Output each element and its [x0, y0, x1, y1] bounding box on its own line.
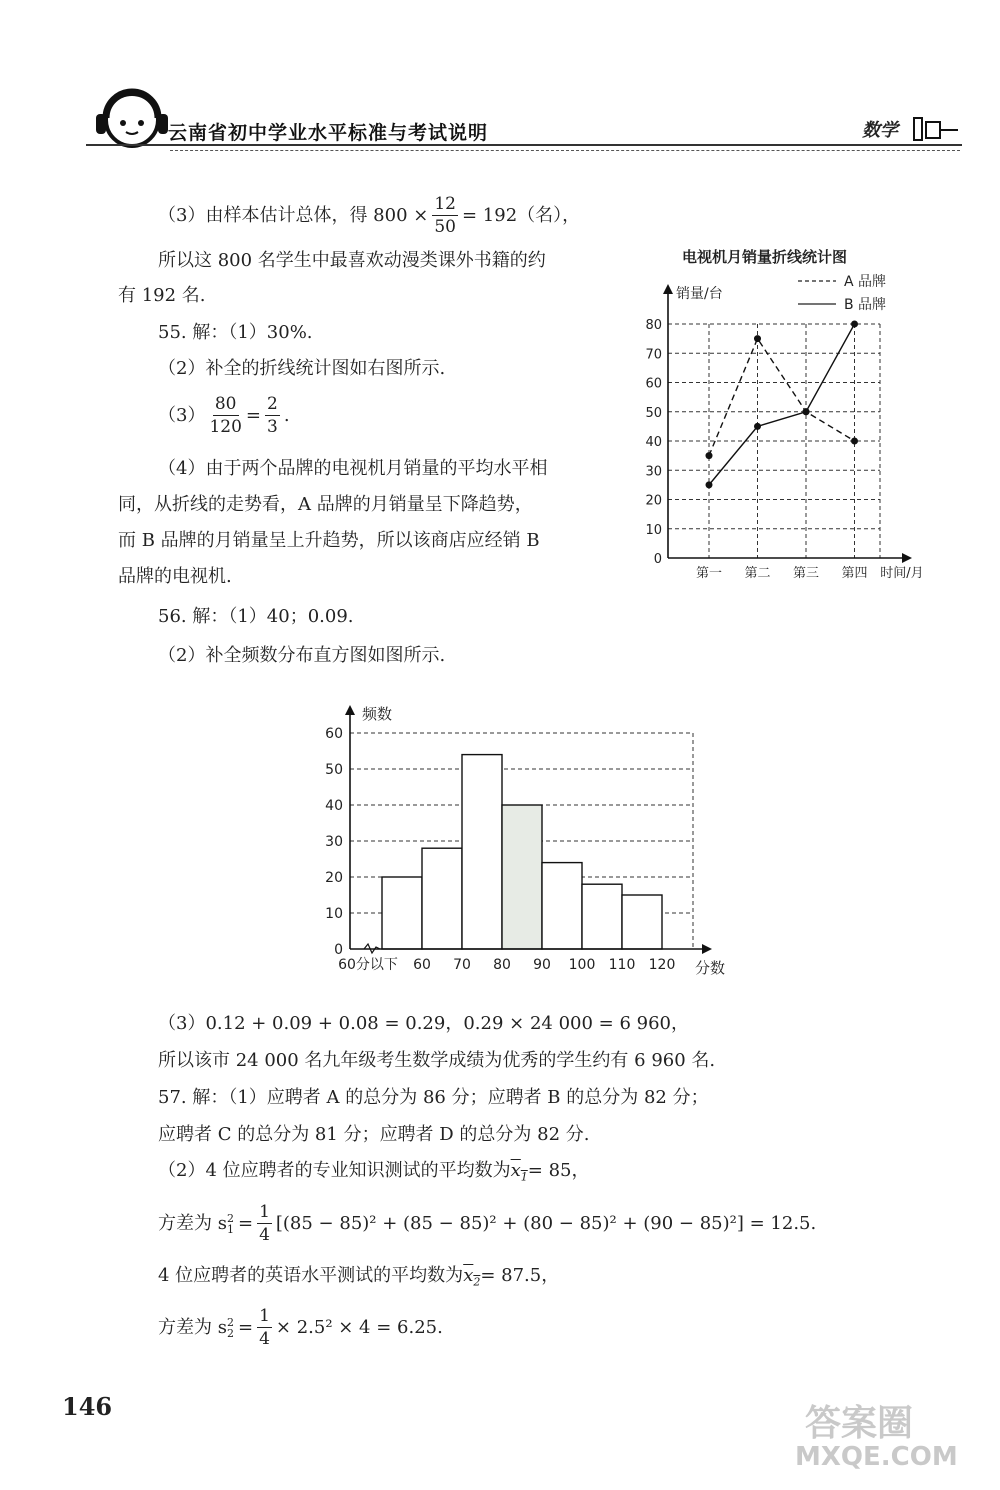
- text-line: （2）补全的折线统计图如右图所示.: [158, 358, 446, 379]
- mean-symbol: [463, 1265, 481, 1289]
- scripts: [227, 1317, 234, 1339]
- text-line: 57. 解：（1）应聘者 A 的总分为 86 分；应聘者 B 的总分为 82 分；: [158, 1087, 709, 1108]
- text-line: （3）0.12 + 0.09 + 0.08 = 0.29，0.29 × 24 000 = 6 960，: [158, 1013, 689, 1034]
- y-tick-label: 40: [325, 798, 343, 814]
- y-axis-arrow: [345, 705, 355, 715]
- y-tick-label: 70: [645, 347, 662, 363]
- y-tick-label: 50: [645, 405, 662, 421]
- numerator: 12: [434, 194, 456, 214]
- var: x: [510, 1160, 521, 1181]
- text: [(85 − 85)² + (85 − 85)² + (80 − 85)² + (90 − 85)²] = 12.5.: [275, 1212, 817, 1234]
- text-line: 应聘者 C 的总分为 81 分；应聘者 D 的总分为 82 分.: [158, 1124, 590, 1145]
- x-axis-arrow: [702, 944, 712, 954]
- y-tick-label: 50: [325, 762, 343, 778]
- numerator: 1: [259, 1306, 270, 1326]
- fraction: [209, 395, 241, 436]
- line-57-2-mean2: [158, 1265, 559, 1294]
- text-line: 而 B 品牌的月销量呈上升趋势，所以该商店应经销 B: [118, 530, 540, 551]
- text-line: 56. 解：（1）40；0.09.: [158, 606, 354, 627]
- text: 4 位应聘者的英语水平测试的平均数为: [158, 1265, 464, 1286]
- text: = 192（名），: [461, 204, 581, 226]
- denominator: 3: [267, 417, 278, 437]
- data-point-a: [754, 335, 761, 342]
- x-tick-label: 60分以下: [338, 957, 398, 973]
- numerator: 1: [259, 1202, 270, 1222]
- text-line: 55. 解：（1）30%.: [158, 322, 313, 343]
- text-line: 所以该市 24 000 名九年级考生数学成绩为优秀的学生约有 6 960 名.: [158, 1050, 716, 1071]
- tv-sales-line-chart: [640, 240, 950, 590]
- data-point-b: [851, 321, 858, 328]
- x-tick-label: 第三: [792, 566, 820, 581]
- subject-label: 数学: [862, 120, 898, 141]
- histogram-bar: [422, 848, 462, 949]
- numerator: 2: [267, 394, 278, 414]
- superscript: 2: [226, 1315, 234, 1329]
- numerator: 80: [214, 394, 237, 414]
- watermark-logo: 答案圈: [805, 1403, 914, 1444]
- data-point-a: [706, 452, 713, 459]
- y-axis-label: 频数: [362, 705, 393, 723]
- line-57-2-mean: [158, 1160, 590, 1189]
- y-tick-label: 0: [334, 942, 343, 958]
- y-tick-label: 60: [325, 726, 343, 742]
- text: .: [283, 404, 290, 426]
- histogram-bar: [582, 884, 622, 949]
- book-title: 云南省初中学业水平标准与考试说明: [168, 122, 489, 144]
- subscript: 1: [226, 1222, 234, 1236]
- subscript: 2: [226, 1326, 234, 1340]
- text: （3）由样本估计总体，得 800 ×: [158, 204, 429, 226]
- data-point-b: [803, 408, 810, 415]
- histogram-bar: [382, 877, 422, 949]
- y-tick-label: 30: [325, 834, 343, 850]
- data-point-b: [706, 481, 713, 488]
- text: （3）: [158, 404, 206, 426]
- x-tick-label: 120: [648, 957, 676, 973]
- subscript: 2: [473, 1275, 481, 1289]
- denominator: 50: [434, 217, 456, 237]
- header-rule-dashed: [170, 150, 960, 151]
- x-tick-label: 90: [533, 957, 551, 973]
- y-tick-label: 60: [645, 376, 662, 392]
- text-line: （2）补全频数分布直方图如图所示.: [158, 645, 446, 666]
- page-number: 146: [62, 1392, 113, 1421]
- text-line: 有 192 名.: [118, 285, 206, 306]
- text: （2）4 位应聘者的专业知识测试的平均数为: [158, 1160, 511, 1181]
- y-tick-label: 20: [325, 870, 343, 886]
- mean-symbol: [510, 1160, 528, 1184]
- x-tick-label: 60: [413, 957, 431, 973]
- x-tick-label: 第二: [744, 566, 771, 581]
- y-tick-label: 40: [645, 435, 662, 450]
- text: 方差为 s: [158, 1316, 227, 1338]
- fraction: [257, 1307, 272, 1348]
- y-tick-label: 80: [645, 318, 662, 333]
- x-tick-label: 80: [493, 957, 511, 973]
- y-axis-arrow: [663, 284, 673, 294]
- y-tick-label: 10: [325, 906, 343, 922]
- header-rule: [86, 144, 962, 146]
- text-line: 所以这 800 名学生中最喜欢动漫类课外书籍的约: [158, 250, 546, 271]
- line-57-2-var2: [158, 1307, 443, 1348]
- legend-b-label: B 品牌: [844, 297, 887, 313]
- x-tick-label: 110: [608, 957, 636, 973]
- text: × 2.5² × 4 = 6.25.: [275, 1316, 443, 1338]
- equals: =: [245, 404, 261, 426]
- fraction: [257, 1203, 272, 1244]
- book-icon: [910, 114, 960, 144]
- histogram-bar: [502, 805, 542, 949]
- y-tick-label: 30: [645, 464, 662, 480]
- x-axis-label: 时间/月: [880, 566, 924, 581]
- frequency-histogram: [325, 695, 750, 985]
- histogram-bar: [542, 863, 582, 949]
- equals: =: [237, 1212, 254, 1234]
- text: 方差为 s: [158, 1212, 227, 1234]
- data-point-b: [754, 423, 761, 430]
- equals: =: [237, 1316, 254, 1338]
- text-line: 品牌的电视机.: [118, 566, 232, 587]
- line-55-3-calc: [158, 195, 580, 236]
- x-tick-label: 100: [568, 957, 596, 973]
- y-tick-label: 10: [645, 522, 662, 538]
- superscript: 2: [226, 1211, 234, 1225]
- histogram-bar: [622, 895, 662, 949]
- data-point-a: [851, 438, 858, 445]
- line-55-3-frac: [158, 395, 290, 436]
- line-57-2-var1: [158, 1203, 816, 1244]
- var: x: [463, 1265, 474, 1286]
- y-axis-label: 销量/台: [676, 286, 723, 302]
- denominator: 4: [259, 1329, 270, 1349]
- legend-a-label: A 品牌: [844, 274, 887, 290]
- fraction: [432, 195, 458, 236]
- text: = 85，: [527, 1160, 590, 1181]
- x-axis-arrow: [902, 553, 912, 563]
- fraction: [265, 395, 280, 436]
- y-tick-label: 0: [653, 552, 662, 567]
- watermark-url: MXQE.COM: [795, 1442, 958, 1472]
- series-line-a: [709, 339, 855, 456]
- denominator: 120: [209, 417, 242, 437]
- x-tick-label: 70: [453, 957, 471, 973]
- histogram-bar: [462, 755, 502, 949]
- x-tick-label: 第一: [695, 566, 723, 581]
- mascot-icon: [92, 88, 172, 150]
- page-header: [80, 88, 965, 158]
- denominator: 4: [259, 1225, 270, 1245]
- text-line: （4）由于两个品牌的电视机月销量的平均水平相: [158, 458, 548, 479]
- y-tick-label: 20: [645, 493, 662, 509]
- text: = 87.5，: [480, 1265, 560, 1286]
- scripts: [227, 1213, 234, 1235]
- chart-title: 电视机月销量折线统计图: [682, 248, 848, 266]
- x-axis-label: 分数: [694, 959, 726, 977]
- subscript: 1: [520, 1170, 528, 1184]
- x-tick-label: 第四: [841, 566, 868, 581]
- text-line: 同，从折线的走势看，A 品牌的月销量呈下降趋势，: [118, 494, 533, 515]
